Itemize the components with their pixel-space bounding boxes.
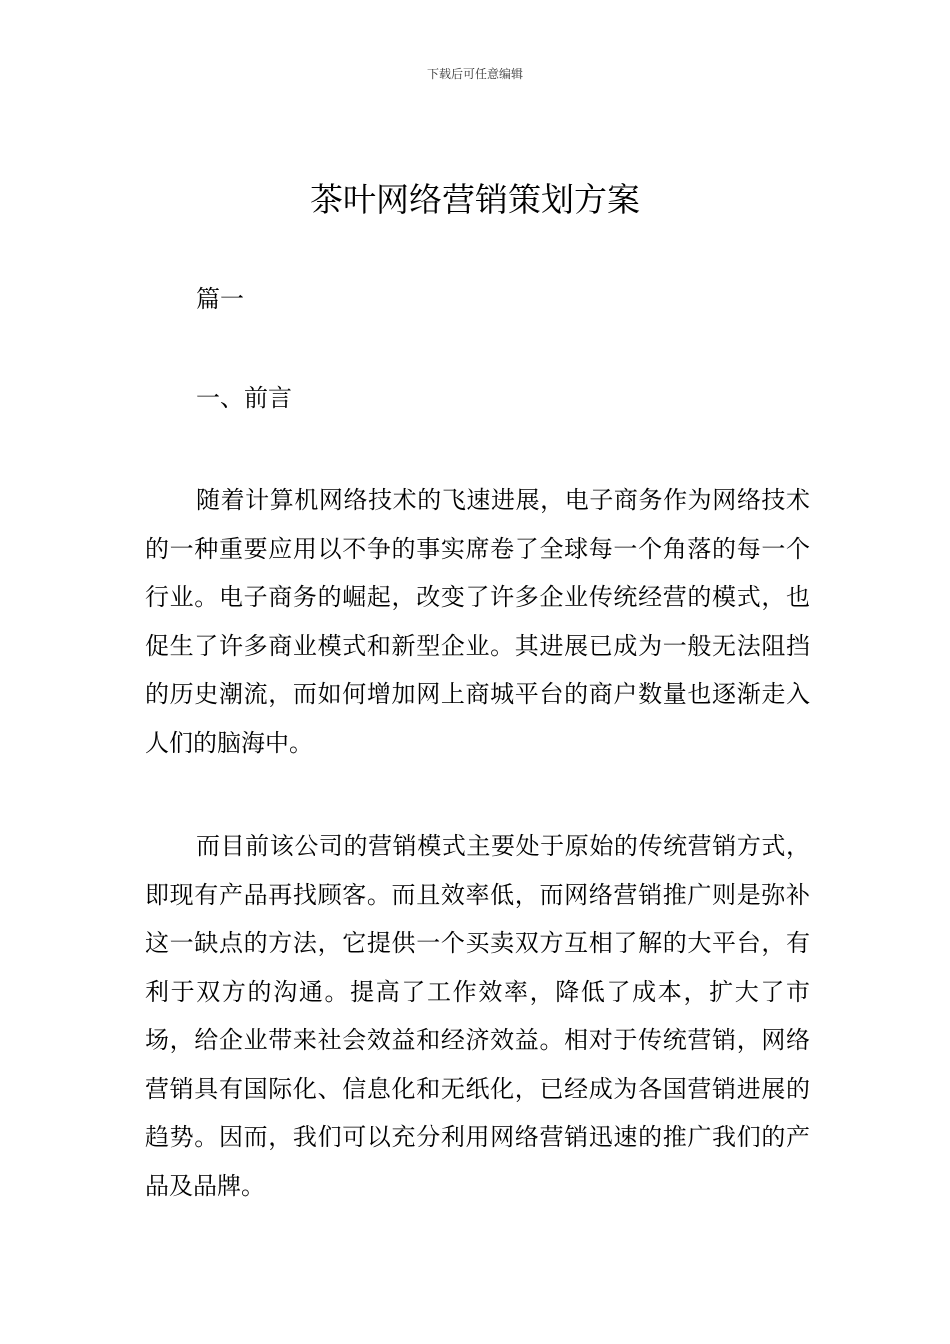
section-heading: 一、前言 — [196, 384, 292, 412]
body-paragraph: 随着计算机网络技术的飞速进展，电子商务作为网络技术的一种重要应用以不争的事实席卷了全球每一个角落的每一个行业。电子商务的崛起，改变了许多企业传统经营的模式，也促生了许多商业模式和新型企业。其进展已成为一般无法阻挡的历史潮流，而如何增加网上商城平台的商户数量也逐渐走入人们的脑海中。 — [145, 486, 810, 757]
body-paragraph: 而目前该公司的营销模式主要处于原始的传统营销方式，即现有产品再找顾客。而且效率低，而网络营销推广则是弥补这一缺点的方法，它提供一个买卖双方互相了解的大平台，有利于双方的沟通。提高了工作效率，降低了成本，扩大了市场，给企业带来社会效益和经济效益。相对于传统营销，网络营销具有国际化、信息化和无纸化，已经成为各国营销进展的趋势。因而，我们可以充分利用网络营销迅速的推广我们的产品及品牌。 — [145, 832, 810, 1200]
header-note: 下载后可任意编辑 — [426, 67, 523, 81]
part-label: 篇一 — [196, 285, 244, 313]
document-title: 茶叶网络营销策划方案 — [310, 180, 640, 219]
